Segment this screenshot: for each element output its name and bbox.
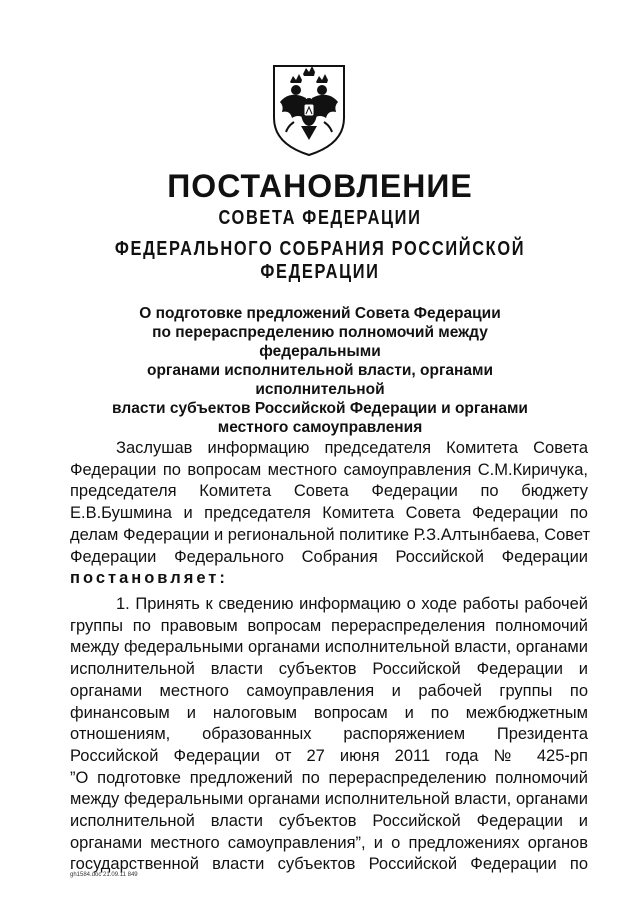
text-line: органами местного самоуправления”, и о предложениях органов: [70, 833, 588, 852]
double-headed-eagle-emblem: [268, 60, 350, 158]
subject-line: органами исполнительной власти, органами исполнительной: [146, 362, 493, 398]
text-line: Е.В.Бушмина и председателя Комитета Совета Федерации по: [70, 504, 588, 523]
text-line: группы по правовым вопросам перераспределения полномочий: [70, 616, 588, 635]
text-line: государственной власти субъектов Российской Федерации по: [70, 855, 588, 874]
resolves-keyword: постановляет:: [70, 569, 228, 588]
document-title: ПОСТАНОВЛЕНИЕ: [167, 168, 473, 204]
text-line: исполнительной власти субъектов Российской Федерации и: [70, 812, 588, 831]
subject-line: по перераспределению полномочий между федеральными: [152, 324, 488, 360]
resolution-subject: [100, 304, 540, 437]
document-code: gh1584.doc 21.09.11 849: [70, 872, 138, 878]
issuer-line-2: ФЕДЕРАЛЬНОГО СОБРАНИЯ РОССИЙСКОЙ ФЕДЕРАЦИИ: [114, 238, 526, 283]
text-line: делам Федерации и региональной политике Р.З.Алтынбаева, Совет: [70, 525, 591, 544]
text-line: Федерации по вопросам местного самоуправления С.М.Киричука,: [70, 460, 588, 479]
text-line: между федеральными органами исполнительной власти, органами: [70, 638, 588, 657]
paragraph-item-1: [70, 594, 588, 876]
text-line: органами местного самоуправления и рабочей группы по: [70, 681, 588, 700]
text-line: председателя Комитета Совета Федерации по бюджету: [70, 482, 588, 501]
text-line: Федерации Федерального Собрания Российской Федерации: [70, 547, 588, 566]
text-line: между федеральными органами исполнительной власти, органами: [70, 790, 588, 809]
text-line: 1. Принять к сведению информацию о ходе работы рабочей: [116, 595, 588, 613]
subject-line: власти субъектов Российской Федерации и органами: [112, 400, 528, 417]
text-line: Российской Федерации от 27 июня 2011 года № 425-рп: [70, 746, 588, 765]
text-line: ”О подготовке предложений по перераспределению полномочий: [70, 768, 588, 787]
text-line: Заслушав информацию председателя Комитета Совета: [116, 439, 588, 457]
issuer-line-1: СОВЕТА ФЕДЕРАЦИИ: [218, 207, 422, 229]
paragraph-preamble: [70, 438, 591, 590]
text-line: исполнительной власти субъектов Российской Федерации и: [70, 660, 588, 679]
subject-line: местного самоуправления: [217, 419, 423, 436]
text-line: финансовым и налоговым вопросам и по межбюджетным: [70, 703, 588, 722]
text-line: отношениям, образованных распоряжением Президента: [70, 725, 588, 744]
subject-line: О подготовке предложений Совета Федерации: [139, 305, 501, 322]
